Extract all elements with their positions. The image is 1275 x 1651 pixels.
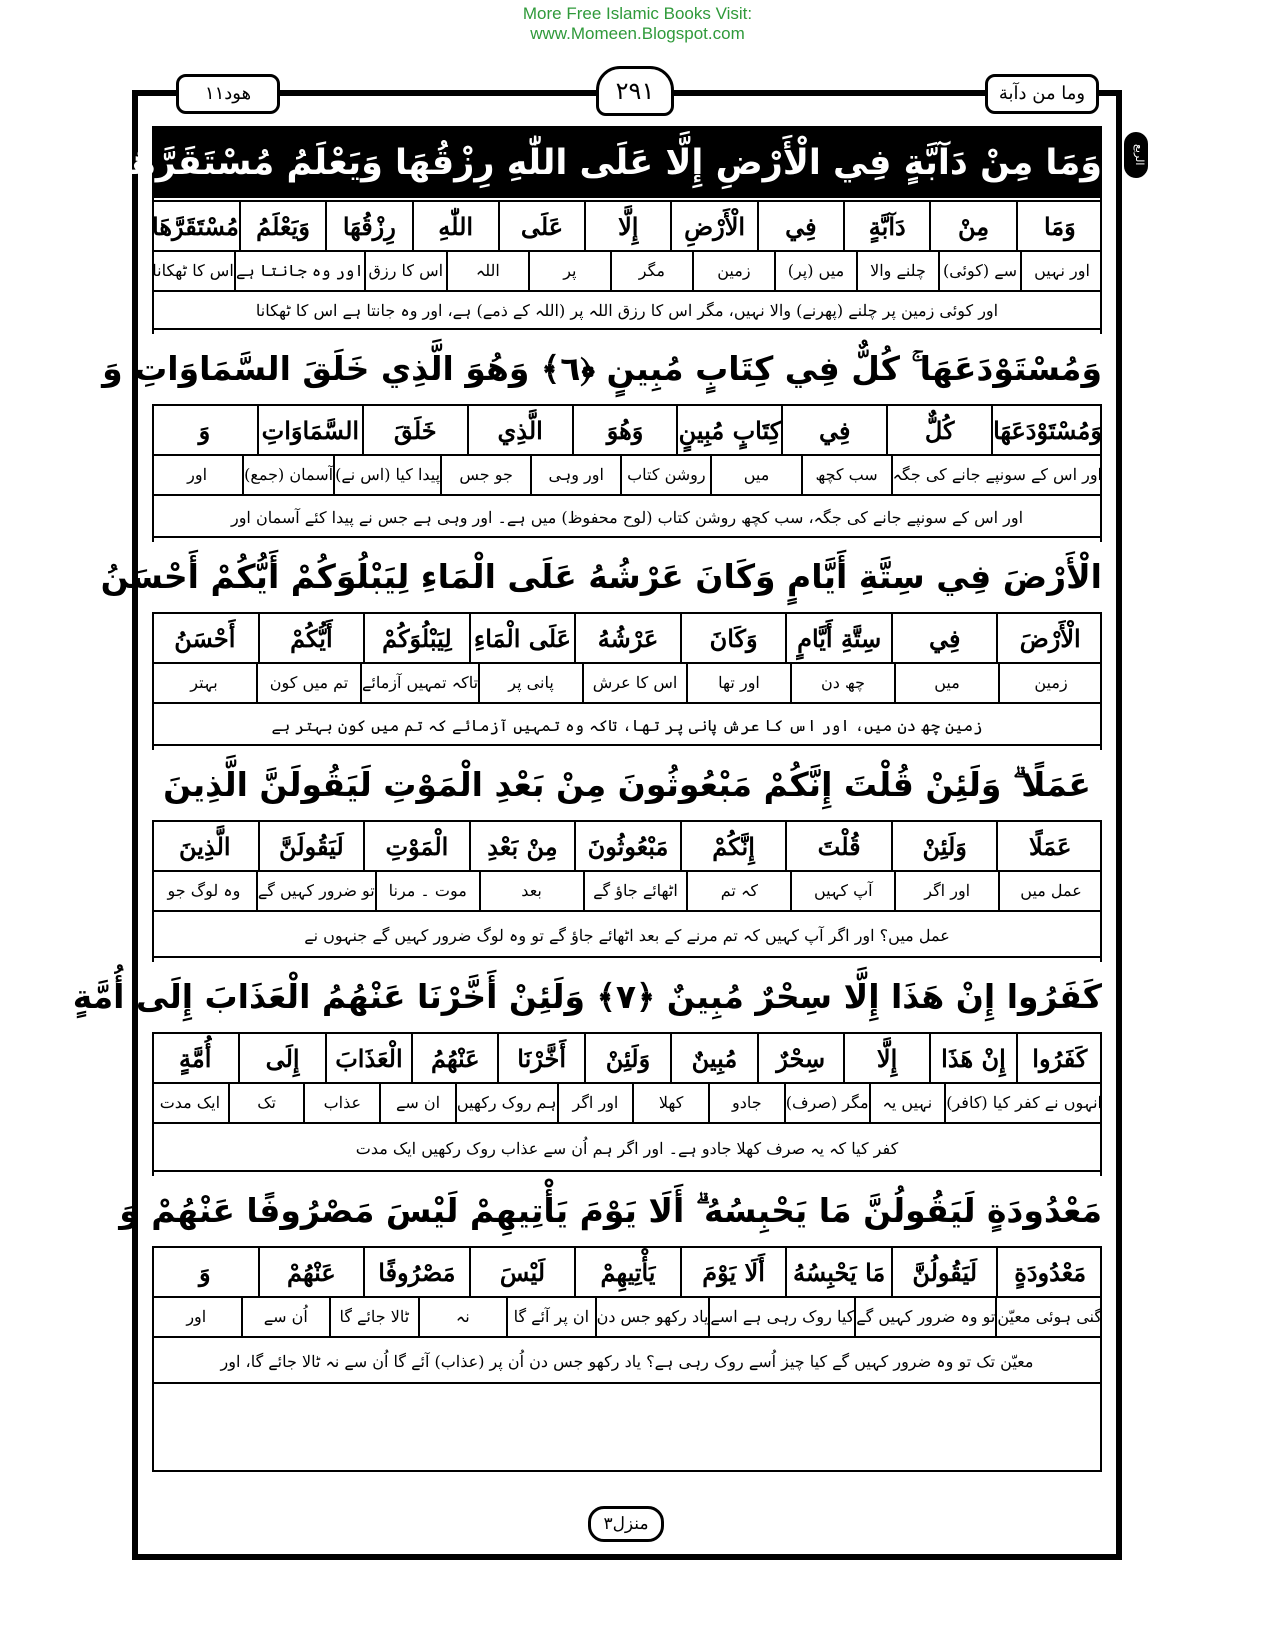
urdu-meaning-cell: مگر (صرف) bbox=[784, 1082, 869, 1124]
urdu-translation-line: عمل میں؟ اور اگر آپ کہیں کہ تم مرنے کے بعد اٹھائے جاؤ گے تو وہ لوگ ضرور کہیں گے جنہوں نے bbox=[152, 914, 1102, 958]
urdu-meaning-cell: اور نہیں bbox=[1020, 250, 1102, 292]
arabic-word-cell: وَمُسْتَوْدَعَهَا bbox=[991, 406, 1102, 456]
urdu-meaning-cell: اٹھائے جاؤ گے bbox=[583, 870, 687, 912]
word-row bbox=[152, 612, 1102, 664]
arabic-word-cell: لَيَقُولُنَّ bbox=[891, 1248, 997, 1298]
urdu-meaning-cell: گنی ہوئی معیّن bbox=[995, 1296, 1102, 1338]
urdu-meaning-cell: آسمان (جمع) bbox=[242, 454, 333, 496]
urdu-meaning-cell: نہیں یہ bbox=[869, 1082, 945, 1124]
arabic-word-cell: مَعْدُودَةٍ bbox=[996, 1248, 1102, 1298]
arabic-word-cell: كُلٌّ bbox=[886, 406, 991, 456]
manzil-label: منزل٣ bbox=[588, 1506, 664, 1542]
arabic-word-cell: لَيْسَ bbox=[469, 1248, 575, 1298]
arabic-word-cell: وَمَا bbox=[1016, 202, 1102, 252]
urdu-meaning-cell: تو وہ ضرور کہیں گے bbox=[854, 1296, 995, 1338]
juz-name-label: وما من دآبة bbox=[985, 74, 1099, 114]
urdu-meaning-cell: زمین bbox=[692, 250, 774, 292]
arabic-word-cell: قُلْتَ bbox=[785, 822, 891, 872]
arabic-word-cell: وَ bbox=[152, 1248, 258, 1298]
arabic-word-cell: كِتَابٍ مُبِينٍ bbox=[676, 406, 781, 456]
meaning-row bbox=[152, 870, 1102, 912]
arabic-word-cell: مَبْعُوثُونَ bbox=[574, 822, 680, 872]
arabic-word-cell: مِنْ bbox=[929, 202, 1015, 252]
urdu-meaning-cell: اس کا رزق bbox=[364, 250, 446, 292]
arabic-verse-line: كَفَرُوا إِنْ هَذَا إِلَّا سِحْرٌ مُبِينٌ ﴿٧﴾ وَلَئِنْ أَخَّرْنَا عَنْهُمُ الْعَذَابَ إِلَى أُمَّةٍ bbox=[152, 962, 1102, 1032]
urdu-translation-line: اور کوئی زمین پر چلنے (پھرنے) والا نہیں، مگر اس کا رزق اللہ پر (اللہ کے ذمے) ہے، اور وہ جانتا ہے اس کا ٹھکانا bbox=[152, 292, 1102, 330]
urdu-meaning-cell: کیا روک رہی ہے اسے bbox=[708, 1296, 854, 1338]
arabic-verse-line: مَعْدُودَةٍ لَيَقُولُنَّ مَا يَحْبِسُهُ ۗ أَلَا يَوْمَ يَأْتِيهِمْ لَيْسَ مَصْرُوفًا عَنْهُمْ وَ bbox=[152, 1176, 1102, 1246]
arabic-word-cell: إِنَّكُمْ bbox=[680, 822, 786, 872]
urdu-meaning-cell: پر bbox=[528, 250, 610, 292]
arabic-word-cell: وَيَعْلَمُ bbox=[239, 202, 325, 252]
arabic-word-cell: فِي bbox=[891, 614, 997, 664]
surah-name-label: هود١١ bbox=[176, 74, 280, 114]
arabic-word-cell: عَرْشُهُ bbox=[574, 614, 680, 664]
arabic-word-cell: أَخَّرْنَا bbox=[497, 1034, 583, 1084]
arabic-word-cell: سِتَّةِ أَيَّامٍ bbox=[785, 614, 891, 664]
arabic-word-cell: إِلَّا bbox=[843, 1034, 929, 1084]
urdu-meaning-cell: ان سے bbox=[379, 1082, 455, 1124]
urdu-meaning-cell: اُن سے bbox=[241, 1296, 330, 1338]
urdu-meaning-cell: میں bbox=[894, 662, 998, 704]
urdu-meaning-cell: کہ تم bbox=[686, 870, 790, 912]
urdu-meaning-cell: چلنے والا bbox=[856, 250, 938, 292]
urdu-translation-line: اور اس کے سونپے جانے کی جگہ، سب کچھ روشن کتاب (لوح محفوظ) میں ہے۔ اور وہی ہے جس نے پیدا کئے آسمان اور bbox=[152, 498, 1102, 538]
arabic-word-cell: مِنْ بَعْدِ bbox=[469, 822, 575, 872]
urdu-meaning-cell: ان پر آئے گا bbox=[506, 1296, 595, 1338]
urdu-meaning-cell: اور وہ جانتا ہے bbox=[234, 250, 364, 292]
urdu-meaning-cell: اور bbox=[152, 454, 242, 496]
arabic-word-cell: أَحْسَنُ bbox=[152, 614, 258, 664]
word-row bbox=[152, 1246, 1102, 1298]
urdu-meaning-cell: انہوں نے کفر کیا (کافر) bbox=[944, 1082, 1102, 1124]
arabic-word-cell: أُمَّةٍ bbox=[152, 1034, 238, 1084]
arabic-word-cell: مُسْتَقَرَّهَا bbox=[152, 202, 239, 252]
arabic-word-cell: كَفَرُوا bbox=[1016, 1034, 1102, 1084]
urdu-meaning-cell: بہتر bbox=[152, 662, 256, 704]
arabic-word-cell: أَيُّكُمْ bbox=[258, 614, 364, 664]
arabic-word-cell: عَمَلًا bbox=[996, 822, 1102, 872]
urdu-meaning-cell: اللہ bbox=[446, 250, 528, 292]
word-row bbox=[152, 404, 1102, 456]
meaning-row bbox=[152, 1296, 1102, 1338]
arabic-word-cell: عَنْهُمُ bbox=[411, 1034, 497, 1084]
meaning-row bbox=[152, 454, 1102, 496]
urdu-meaning-cell: ہم روک رکھیں bbox=[455, 1082, 557, 1124]
urdu-translation-line: معیّن تک تو وہ ضرور کہیں گے کیا چیز اُسے روک رہی ہے؟ یاد رکھو جس دن اُن پر (عذاب) آئے گا اُن سے نہ ٹالا جائے گا، اور bbox=[152, 1340, 1102, 1384]
arabic-word-cell: الْأَرْضَ bbox=[996, 614, 1102, 664]
arabic-word-cell: وَلَئِنْ bbox=[891, 822, 997, 872]
urdu-meaning-cell: ٹالا جائے گا bbox=[329, 1296, 418, 1338]
meaning-row bbox=[152, 1082, 1102, 1124]
urdu-meaning-cell: روشن کتاب bbox=[620, 454, 710, 496]
urdu-translation-line: کفر کیا کہ یہ صرف کھلا جادو ہے۔ اور اگر ہم اُن سے عذاب روک رکھیں ایک مدت bbox=[152, 1126, 1102, 1172]
arabic-word-cell: مَصْرُوفًا bbox=[363, 1248, 469, 1298]
arabic-word-cell: مُبِينٌ bbox=[670, 1034, 756, 1084]
arabic-word-cell: اللّٰهِ bbox=[412, 202, 498, 252]
urdu-meaning-cell: زمین bbox=[998, 662, 1102, 704]
urdu-meaning-cell: چھ دن bbox=[790, 662, 894, 704]
urdu-meaning-cell: بعد bbox=[479, 870, 583, 912]
arabic-word-cell: الَّذِينَ bbox=[152, 822, 258, 872]
arabic-word-cell: دَآبَّةٍ bbox=[843, 202, 929, 252]
arabic-word-cell: عَلَى الْمَاءِ bbox=[469, 614, 575, 664]
arabic-word-cell: عَنْهُمْ bbox=[258, 1248, 364, 1298]
urdu-meaning-cell: سے (کوئی) bbox=[938, 250, 1020, 292]
urdu-translation-line: زمین چھ دن میں، اور اس کا عرش پانی پر تھا، تاکہ وہ تمہیں آزمائے کہ تم میں کون بہتر ہے bbox=[152, 706, 1102, 746]
urdu-meaning-cell: وہ لوگ جو bbox=[152, 870, 256, 912]
arabic-word-cell: يَأْتِيهِمْ bbox=[574, 1248, 680, 1298]
urdu-meaning-cell: سب کچھ bbox=[801, 454, 891, 496]
arabic-word-cell: مَا يَحْبِسُهُ bbox=[785, 1248, 891, 1298]
urdu-meaning-cell: عذاب bbox=[303, 1082, 379, 1124]
arabic-word-cell: إِنْ هَذَا bbox=[929, 1034, 1015, 1084]
urdu-meaning-cell: جادو bbox=[708, 1082, 784, 1124]
arabic-word-cell: الَّذِي bbox=[467, 406, 572, 456]
arabic-word-cell: فِي bbox=[757, 202, 843, 252]
arabic-word-cell: الْأَرْضِ bbox=[670, 202, 756, 252]
urdu-meaning-cell: نہ bbox=[418, 1296, 507, 1338]
urdu-meaning-cell: اور bbox=[152, 1296, 241, 1338]
arabic-word-cell: لِيَبْلُوَكُمْ bbox=[363, 614, 469, 664]
urdu-meaning-cell: اس کا ٹھکانا bbox=[152, 250, 234, 292]
arabic-word-cell: خَلَقَ bbox=[362, 406, 467, 456]
urdu-meaning-cell: میں bbox=[710, 454, 800, 496]
arabic-word-cell: لَيَقُولَنَّ bbox=[258, 822, 364, 872]
promo-line-2[interactable]: www.Momeen.Blogspot.com bbox=[530, 24, 745, 43]
promo-line-1: More Free Islamic Books Visit: bbox=[522, 4, 753, 23]
arabic-word-cell: وَهُوَ bbox=[572, 406, 677, 456]
urdu-meaning-cell: اور وہی bbox=[530, 454, 620, 496]
meaning-row bbox=[152, 250, 1102, 292]
arabic-word-cell: الْمَوْتِ bbox=[363, 822, 469, 872]
arabic-word-cell: وَ bbox=[152, 406, 257, 456]
word-row bbox=[152, 200, 1102, 252]
urdu-meaning-cell: تک bbox=[228, 1082, 304, 1124]
urdu-meaning-cell: پیدا کیا (اس نے) bbox=[333, 454, 440, 496]
urdu-meaning-cell: میں (پر) bbox=[774, 250, 856, 292]
urdu-meaning-cell: تو ضرور کہیں گے bbox=[256, 870, 375, 912]
arabic-word-cell: إِلَى bbox=[238, 1034, 324, 1084]
meaning-row bbox=[152, 662, 1102, 704]
rub-marker-icon: الربع bbox=[1124, 132, 1148, 178]
word-row bbox=[152, 820, 1102, 872]
arabic-word-cell: فِي bbox=[781, 406, 886, 456]
arabic-verse-line: وَمَا مِنْ دَآبَّةٍ فِي الْأَرْضِ إِلَّا عَلَى اللّٰهِ رِزْقُهَا وَيَعْلَمُ مُسْتَقَرَّهَا bbox=[152, 128, 1102, 198]
urdu-meaning-cell: تاکہ تمہیں آزمائے bbox=[360, 662, 478, 704]
arabic-word-cell: رِزْقُهَا bbox=[325, 202, 411, 252]
urdu-meaning-cell: مگر bbox=[610, 250, 692, 292]
promo-banner bbox=[0, 4, 1275, 44]
arabic-word-cell: وَكَانَ bbox=[680, 614, 786, 664]
page-number: ٢٩١ bbox=[596, 66, 674, 116]
urdu-meaning-cell: اور تھا bbox=[686, 662, 790, 704]
arabic-word-cell: سِحْرٌ bbox=[757, 1034, 843, 1084]
urdu-meaning-cell: کھلا bbox=[632, 1082, 708, 1124]
urdu-meaning-cell: اس کا عرش bbox=[582, 662, 686, 704]
urdu-meaning-cell: اور اس کے سونپے جانے کی جگہ bbox=[891, 454, 1102, 496]
urdu-meaning-cell: یاد رکھو جس دن bbox=[595, 1296, 709, 1338]
arabic-word-cell: عَلَى bbox=[498, 202, 584, 252]
urdu-meaning-cell: عمل میں bbox=[998, 870, 1102, 912]
urdu-meaning-cell: آپ کہیں bbox=[790, 870, 894, 912]
urdu-meaning-cell: اور اگر bbox=[557, 1082, 633, 1124]
urdu-meaning-cell: تم میں کون bbox=[256, 662, 360, 704]
urdu-meaning-cell: ایک مدت bbox=[152, 1082, 228, 1124]
arabic-verse-line: وَمُسْتَوْدَعَهَا ۚ كُلٌّ فِي كِتَابٍ مُبِينٍ ﴿٦﴾ وَهُوَ الَّذِي خَلَقَ السَّمَاوَاتِ وَ bbox=[152, 334, 1102, 404]
urdu-meaning-cell: اور اگر bbox=[894, 870, 998, 912]
arabic-word-cell: السَّمَاوَاتِ bbox=[257, 406, 362, 456]
word-row bbox=[152, 1032, 1102, 1084]
arabic-word-cell: الْعَذَابَ bbox=[325, 1034, 411, 1084]
arabic-word-cell: وَلَئِنْ bbox=[584, 1034, 670, 1084]
arabic-verse-line: عَمَلًا ۗ وَلَئِنْ قُلْتَ إِنَّكُمْ مَبْعُوثُونَ مِنْ بَعْدِ الْمَوْتِ لَيَقُولَنَّ الَّذِينَ bbox=[152, 750, 1102, 820]
arabic-word-cell: إِلَّا bbox=[584, 202, 670, 252]
urdu-meaning-cell: موت ۔ مرنا bbox=[375, 870, 479, 912]
arabic-verse-line: الْأَرْضَ فِي سِتَّةِ أَيَّامٍ وَكَانَ عَرْشُهُ عَلَى الْمَاءِ لِيَبْلُوَكُمْ أَيُّكُمْ أَحْسَنُ bbox=[152, 542, 1102, 612]
urdu-meaning-cell: جو جس bbox=[440, 454, 530, 496]
arabic-word-cell: أَلَا يَوْمَ bbox=[680, 1248, 786, 1298]
urdu-meaning-cell: پانی پر bbox=[478, 662, 582, 704]
